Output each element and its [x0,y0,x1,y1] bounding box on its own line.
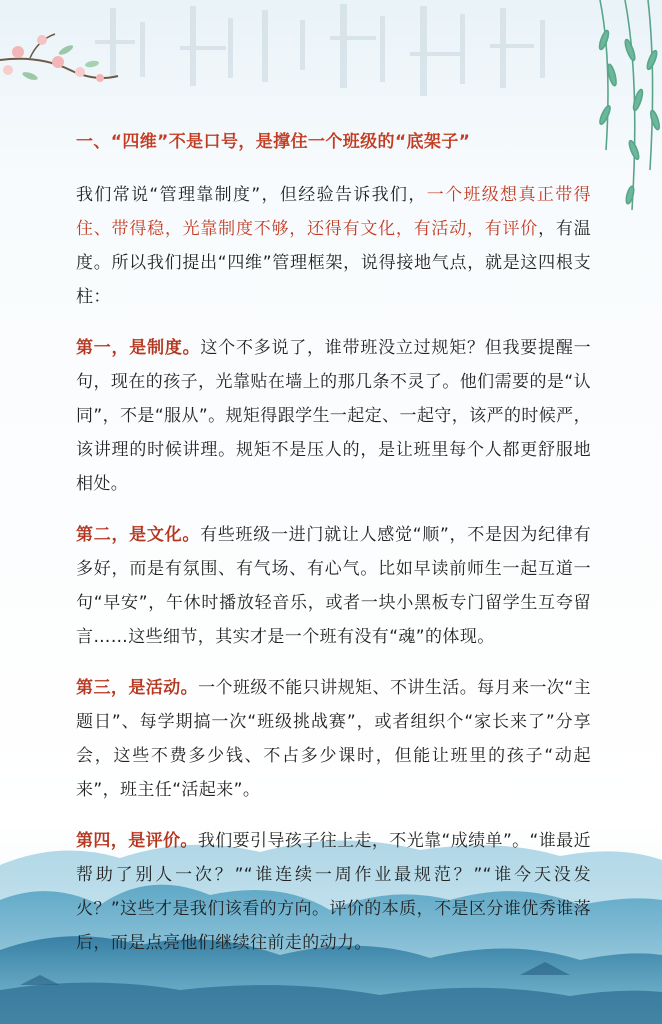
section-lead: 第四，是评价。 [76,831,198,851]
intro-text: 我们常说“管理靠制度”，但经验告诉我们， [76,185,427,205]
section-paragraph [76,331,591,501]
section-text: 我们要引导孩子往上走，不光靠“成绩单”。“谁最近帮助了别人一次？”“谁连续一周作业最规范？”“谁今天没发火？”这些才是我们该看的方向。评价的本质，不是区分谁优秀谁落后，而是点亮他们继续往前走的动力。 [76,831,591,953]
section-lead: 第二，是文化。 [76,525,201,545]
intro-paragraph [76,178,591,314]
section-text: 一个班级不能只讲规矩、不讲生活。每月来一次“主题日”、每学期搞一次“班级挑战赛”，或者组织个“家长来了”分享会，这些不费多少钱、不占多少课时，但能让班里的孩子“动起来”，班主任“活起来”。 [76,678,591,800]
section-paragraph [76,671,591,807]
section-heading: 一、“四维”不是口号，是撑住一个班级的“底架子” [76,132,471,152]
section-text: 有些班级一进门就让人感觉“顺”，不是因为纪律有多好，而是有氛围、有气场、有心气。比如早读前师生一起互道一句“早安”，午休时播放轻音乐，或者一块小黑板专门留学生互夸留言……这些细节，其实才是一个班有没有“魂”的体现。 [76,525,591,647]
section-lead: 第一，是制度。 [76,338,201,358]
intro-text-end: ，有温度。所以我们提出“四维”管理框架，说得接地气点，就是这四根支柱： [76,219,592,307]
section-text: 这个不多说了，谁带班没立过规矩？但我要提醒一句，现在的孩子，光靠贴在墙上的那几条不灵了。他们需要的是“认同”，不是“服从”。规矩得跟学生一起定、一起守，该严的时候严，该讲理的时候讲理。规矩不是压人的，是让班里每个人都更舒服地相处。 [76,338,591,494]
section-paragraph [76,824,591,960]
intro-highlight: 一个班级想真正带得住、带得稳，光靠制度不够，还得有文化，有活动，有评价 [76,185,591,239]
article-body [76,128,591,977]
section-paragraph [76,518,591,654]
section-lead: 第三，是活动。 [76,678,199,698]
